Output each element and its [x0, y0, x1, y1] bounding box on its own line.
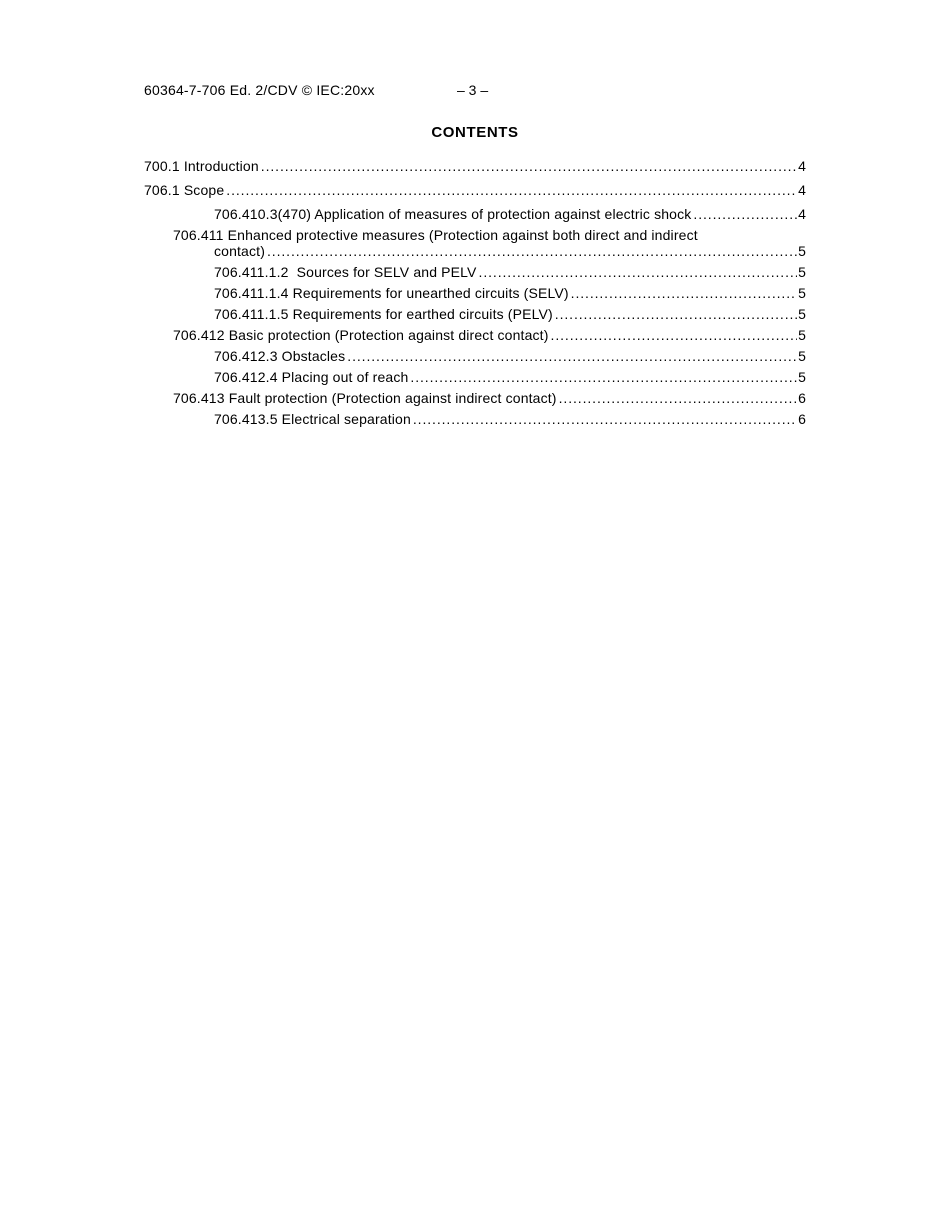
toc-entry-label: 706.413.5 Electrical separation: [214, 411, 411, 427]
toc-leader-dots: [693, 206, 797, 223]
toc-entry-label: 706.1 Scope: [144, 182, 225, 198]
toc-entry-page: 5: [798, 369, 806, 385]
toc-entry-page: 5: [798, 264, 806, 280]
toc-entry-fault-protection[interactable]: [173, 390, 806, 407]
toc-entry-earthed-circuits[interactable]: [214, 306, 806, 323]
toc-entry-label: 706.412 Basic protection (Protection against direct contact): [173, 327, 549, 343]
toc-entry-label: 700.1 Introduction: [144, 158, 259, 174]
toc-entry-page: 6: [798, 411, 806, 427]
toc-entry-page: 5: [798, 327, 806, 343]
toc-entry-label: 706.412.3 Obstacles: [214, 348, 346, 364]
toc-entry-label: 706.410.3(470) Application of measures of protection against electric shock: [214, 206, 692, 222]
toc-entry-page: 4: [798, 158, 806, 174]
toc-leader-dots: [413, 411, 797, 428]
toc-leader-dots: [410, 369, 797, 386]
toc-leader-dots: [555, 306, 797, 323]
toc-leader-dots: [551, 327, 798, 344]
toc-entry-label: contact): [214, 243, 265, 259]
toc-entry-application-of-measures[interactable]: [214, 206, 806, 223]
toc-entry-sources-selv-pelv[interactable]: [214, 264, 806, 281]
toc-leader-dots: [479, 264, 798, 281]
toc-entry-label: 706.411.1.4 Requirements for unearthed circuits (SELV): [214, 285, 569, 301]
toc-leader-dots: [347, 348, 797, 365]
toc-leader-dots: [559, 390, 797, 407]
toc-entry-page: 5: [798, 348, 806, 364]
toc-leader-dots: [261, 158, 797, 175]
toc-entry-placing-out-of-reach[interactable]: [214, 369, 806, 386]
toc-leader-dots: [226, 182, 797, 199]
toc-entry-obstacles[interactable]: [214, 348, 806, 365]
toc-entry-unearthed-circuits[interactable]: [214, 285, 806, 302]
toc-entry-page: 5: [798, 306, 806, 322]
toc-leader-dots: [571, 285, 797, 302]
toc-entry-introduction[interactable]: [144, 158, 806, 175]
document-identifier: 60364-7-706 Ed. 2/CDV © IEC:20xx: [144, 82, 375, 98]
toc-entry-enhanced-measures-line1[interactable]: 706.411 Enhanced protective measures (Protection against both direct and indirect: [173, 227, 698, 243]
toc-entry-label: 706.412.4 Placing out of reach: [214, 369, 409, 385]
page-number: – 3 –: [457, 82, 489, 98]
toc-entry-page: 5: [798, 285, 806, 301]
toc-entry-page: 5: [798, 243, 806, 259]
toc-entry-page: 4: [798, 206, 806, 222]
toc-leader-dots: [267, 243, 797, 260]
toc-entry-label: 706.411.1.2 Sources for SELV and PELV: [214, 264, 477, 280]
toc-entry-label: 706.411.1.5 Requirements for earthed circuits (PELV): [214, 306, 553, 322]
toc-entry-electrical-separation[interactable]: [214, 411, 806, 428]
toc-entry-enhanced-measures[interactable]: [214, 243, 806, 260]
toc-entry-scope[interactable]: [144, 182, 806, 199]
toc-entry-label: 706.413 Fault protection (Protection against indirect contact): [173, 390, 557, 406]
toc-entry-page: 4: [798, 182, 806, 198]
toc-entry-page: 6: [798, 390, 806, 406]
toc-entry-basic-protection[interactable]: [173, 327, 806, 344]
contents-title: CONTENTS: [431, 124, 519, 141]
